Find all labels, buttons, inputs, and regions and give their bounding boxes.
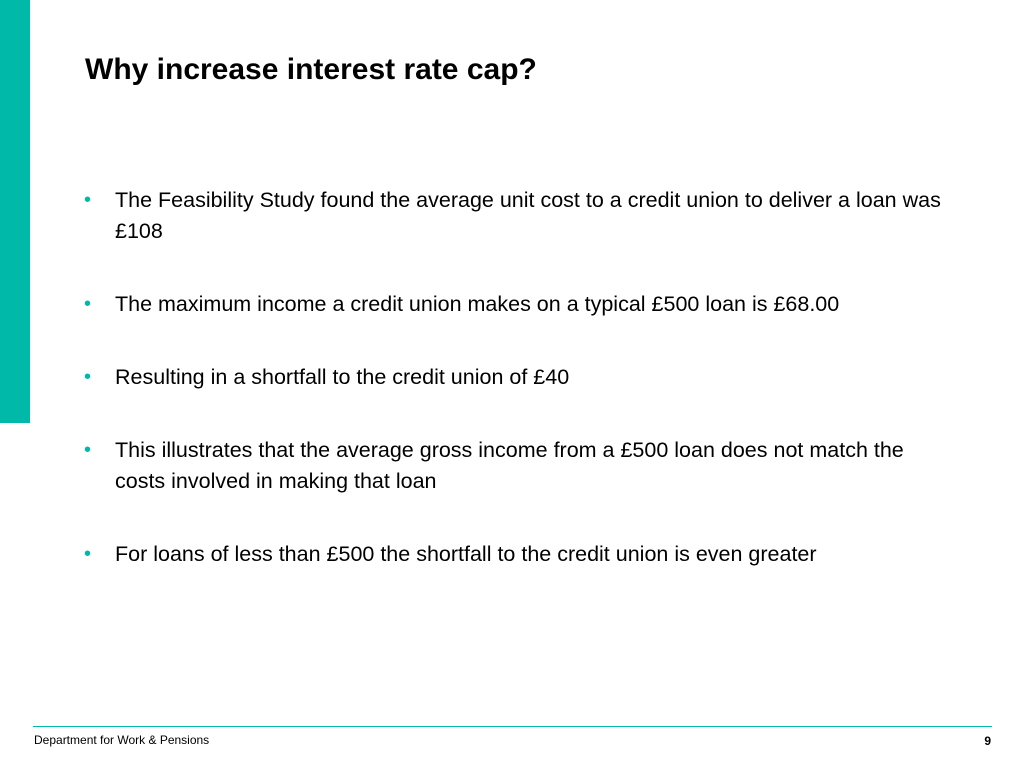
footer-divider: [33, 726, 992, 727]
page-number: 9: [984, 734, 991, 748]
list-item: [84, 362, 954, 393]
list-item: [84, 289, 954, 320]
bullet-text: Resulting in a shortfall to the credit union of £40: [115, 365, 570, 389]
bullet-text: For loans of less than £500 the shortfall to the credit union is even greater: [115, 542, 817, 566]
bullet-marker: •: [84, 293, 92, 315]
bullet-text: This illustrates that the average gross income from a £500 loan does not match the costs involved in making that loan: [115, 438, 904, 493]
bullet-marker: •: [84, 439, 92, 461]
bullet-marker: •: [84, 366, 92, 388]
accent-bar: [0, 0, 30, 423]
slide-title: Why increase interest rate cap?: [85, 53, 537, 86]
bullet-list: [84, 185, 954, 612]
bullet-text: The maximum income a credit union makes on a typical £500 loan is £68.00: [115, 292, 840, 316]
bullet-text: The Feasibility Study found the average unit cost to a credit union to deliver a loan was £108: [115, 188, 941, 243]
bullet-marker: •: [84, 189, 92, 211]
list-item: [84, 185, 954, 247]
bullet-marker: •: [84, 543, 92, 565]
footer-department: Department for Work & Pensions: [34, 733, 210, 747]
list-item: [84, 539, 954, 570]
list-item: [84, 435, 954, 497]
